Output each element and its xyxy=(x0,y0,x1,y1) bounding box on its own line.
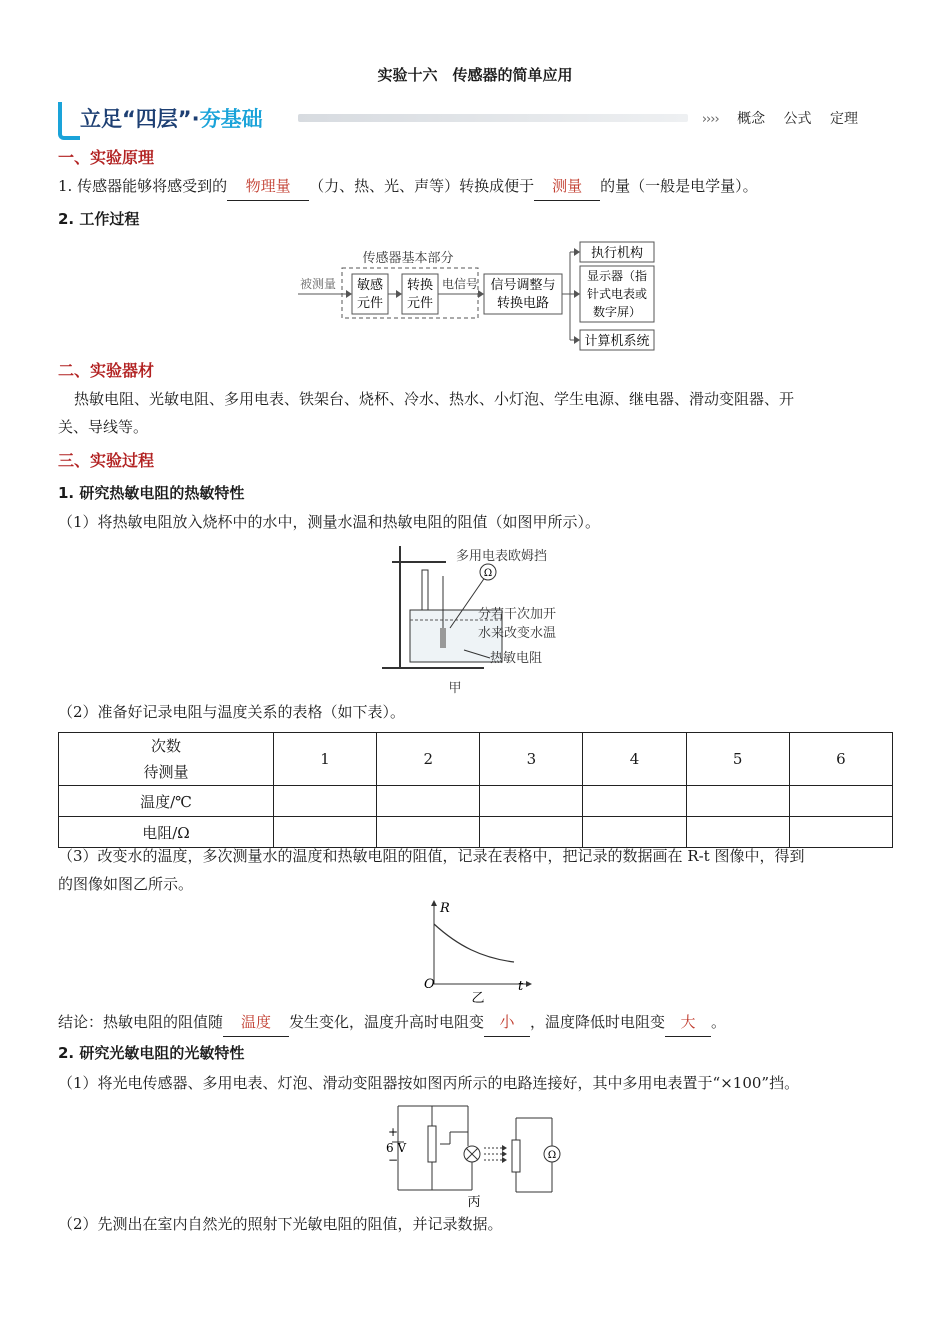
svg-text:水来改变水温: 水来改变水温 xyxy=(478,626,557,641)
page-title: 实验十六 传感器的简单应用 xyxy=(377,66,573,84)
svg-text:元件: 元件 xyxy=(356,296,384,311)
answer-blank-1: 物理量 xyxy=(227,172,309,201)
rt-curve xyxy=(434,924,514,962)
banner-divider-bar xyxy=(298,114,688,122)
svg-text:Ω: Ω xyxy=(547,1150,557,1161)
meter-label: 多用电表欧姆挡 xyxy=(456,549,548,564)
figure-bing-circuit xyxy=(384,1102,574,1210)
banner-accent: 夯基础 xyxy=(199,107,263,131)
tag-theorem: 定理 xyxy=(830,111,858,127)
figure-jia-thermistor-setup xyxy=(378,540,588,700)
section-banner xyxy=(58,100,858,136)
tag-formula: 公式 xyxy=(783,111,812,127)
thermistor-icon xyxy=(440,628,446,648)
battery-voltage: 6 V xyxy=(386,1141,407,1155)
table-row xyxy=(59,733,893,786)
svg-text:执行机构: 执行机构 xyxy=(590,246,644,261)
subheading-photoresistor: 2. 研究光敏电阻的光敏特性 xyxy=(58,1044,245,1062)
table-col-header: 1 xyxy=(274,733,377,786)
svg-text:敏感: 敏感 xyxy=(356,278,384,293)
materials-text: 热敏电阻、光敏电阻、多用电表、铁架台、烧杯、冷水、热水、小灯泡、学生电源、继电器、滑动变阻器、开 xyxy=(74,390,795,408)
y-axis-label: R xyxy=(440,901,450,916)
step-3-text-cont: 的图像如图乙所示。 xyxy=(58,875,194,893)
table-col-header: 5 xyxy=(686,733,789,786)
table-col-header: 4 xyxy=(583,733,686,786)
caption-jia: 甲 xyxy=(448,681,462,696)
x-axis-label: t xyxy=(518,979,524,994)
heading-procedure: 三、实验过程 xyxy=(58,451,155,470)
photoresistor-icon xyxy=(512,1140,520,1172)
svg-text:计算机系统: 计算机系统 xyxy=(584,334,650,349)
caption-bing: 丙 xyxy=(467,1195,481,1210)
svg-text:转换电路: 转换电路 xyxy=(496,296,550,311)
answer-blank-2: 测量 xyxy=(534,172,600,201)
battery-plus: + xyxy=(388,1125,399,1139)
banner-tags xyxy=(688,108,858,128)
svg-text:分若干次加开: 分若干次加开 xyxy=(478,607,557,622)
answer-blank-4: 小 xyxy=(484,1008,530,1037)
table-col-header: 2 xyxy=(377,733,480,786)
input-label: 被测量 xyxy=(300,277,337,291)
subheading-process: 2. 工作过程 xyxy=(58,210,140,228)
chevrons-icon: ›››› xyxy=(701,112,719,127)
resistance-temperature-table xyxy=(58,732,893,848)
svg-text:信号调整与: 信号调整与 xyxy=(490,278,556,293)
svg-text:元件: 元件 xyxy=(406,296,434,311)
step-2-1-text: （1）将光电传感器、多用电表、灯泡、滑动变阻器按如图丙所示的电路连接好，其中多用电表置于“×100”挡。 xyxy=(58,1074,800,1092)
subheading-thermistor: 1. 研究热敏电阻的热敏特性 xyxy=(58,484,245,502)
diagram-top-label: 传感器基本部分 xyxy=(362,251,454,266)
caption-yi: 乙 xyxy=(471,991,485,1006)
heading-materials: 二、实验器材 xyxy=(58,361,155,380)
svg-text:针式电表或: 针式电表或 xyxy=(586,287,648,301)
svg-text:显示器（指: 显示器（指 xyxy=(586,269,648,283)
step-2-text: （2）准备好记录电阻与温度关系的表格（如下表）。 xyxy=(58,703,406,721)
table-row xyxy=(59,786,893,817)
table-corner-header: 次数 待测量 xyxy=(59,733,274,786)
light-arrows-icon xyxy=(484,1145,507,1163)
table-col-header: 3 xyxy=(480,733,583,786)
figure-yi-rt-graph xyxy=(418,898,538,1006)
table-row-header: 电阻/Ω xyxy=(59,817,274,848)
rheostat-icon xyxy=(428,1126,436,1162)
sensor-process-diagram xyxy=(290,238,670,352)
heading-principle: 一、实验原理 xyxy=(58,148,155,167)
tag-concept: 概念 xyxy=(737,111,766,127)
step-2-2-text: （2）先测出在室内自然光的照射下光敏电阻的阻值，并记录数据。 xyxy=(58,1215,503,1233)
table-row-header: 温度/℃ xyxy=(59,786,274,817)
svg-text:Ω: Ω xyxy=(483,568,493,579)
svg-text:数字屏）: 数字屏） xyxy=(592,305,642,319)
table-col-header: 6 xyxy=(789,733,892,786)
answer-blank-3: 温度 xyxy=(223,1008,289,1037)
answer-blank-5: 大 xyxy=(665,1008,711,1037)
origin-label: O xyxy=(424,977,435,992)
conclusion-line: 结论：热敏电阻的阻值随 温度 发生变化，温度升高时电阻变 小 ，温度降低时电阻变 大 。 xyxy=(58,1008,893,1037)
signal-label: 电信号 xyxy=(441,277,479,291)
battery-minus: − xyxy=(388,1153,399,1167)
principle-line: 1. 传感器能够将感受到的 物理量 （力、热、光、声等）转换成便于 测量 的量（一般是电学量）。 xyxy=(58,172,893,201)
banner-title: 立足“四层”·夯基础 xyxy=(80,107,263,131)
step-3-text: （3）改变水的温度，多次测量水的温度和热敏电阻的阻值，记录在表格中，把记录的数据画在 R-t 图像中，得到 xyxy=(58,847,805,865)
svg-text:转换: 转换 xyxy=(406,278,434,293)
step-1-text: （1）将热敏电阻放入烧杯中的水中，测量水温和热敏电阻的阻值（如图甲所示）。 xyxy=(58,513,601,531)
materials-text-cont: 关、导线等。 xyxy=(58,418,149,436)
svg-text:热敏电阻: 热敏电阻 xyxy=(490,651,543,666)
